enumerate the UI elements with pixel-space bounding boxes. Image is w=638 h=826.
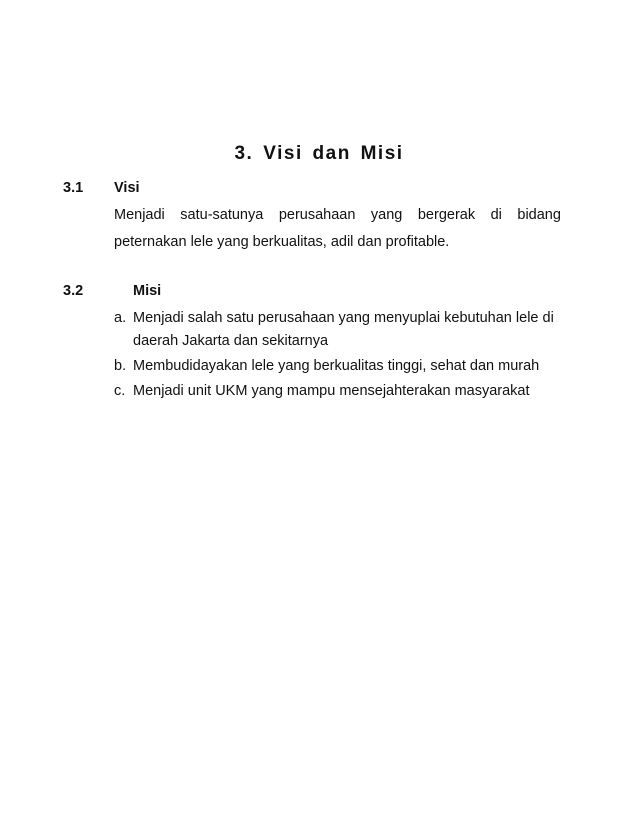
- misi-item-b-marker: b.: [114, 358, 127, 374]
- paragraph-word: satu-satunya: [180, 207, 264, 223]
- section-heading-visi: Visi: [114, 180, 140, 196]
- misi-item-c-marker: c.: [114, 383, 126, 399]
- visi-paragraph-line-2: peternakan lele yang berkualitas, adil dan profitable.: [114, 234, 450, 250]
- misi-item-a-line-2: daerah Jakarta dan sekitarnya: [133, 333, 329, 349]
- chapter-number: 3.: [234, 143, 254, 164]
- misi-item-a-marker: a.: [114, 310, 127, 326]
- paragraph-word: di: [490, 207, 502, 223]
- chapter-title-text: Visi dan Misi: [263, 143, 404, 164]
- misi-item-a-line-1: Menjadi salah satu perusahaan yang menyuplai kebutuhan lele di: [133, 310, 554, 326]
- paragraph-word: yang: [370, 207, 403, 223]
- visi-paragraph-line-1: [114, 206, 561, 224]
- section-number-misi: 3.2: [63, 283, 84, 299]
- section-heading-misi: Misi: [133, 283, 162, 299]
- section-number-visi: 3.1: [63, 180, 84, 196]
- misi-item-b-line-1: Membudidayakan lele yang berkualitas tinggi, sehat dan murah: [133, 358, 540, 374]
- paragraph-word: bidang: [517, 207, 561, 223]
- paragraph-word: Menjadi: [114, 207, 165, 223]
- misi-item-c-line-1: Menjadi unit UKM yang mampu mensejahterakan masyarakat: [133, 383, 530, 399]
- chapter-title: [0, 143, 638, 165]
- paragraph-word: bergerak: [417, 207, 476, 223]
- paragraph-word: perusahaan: [278, 207, 356, 223]
